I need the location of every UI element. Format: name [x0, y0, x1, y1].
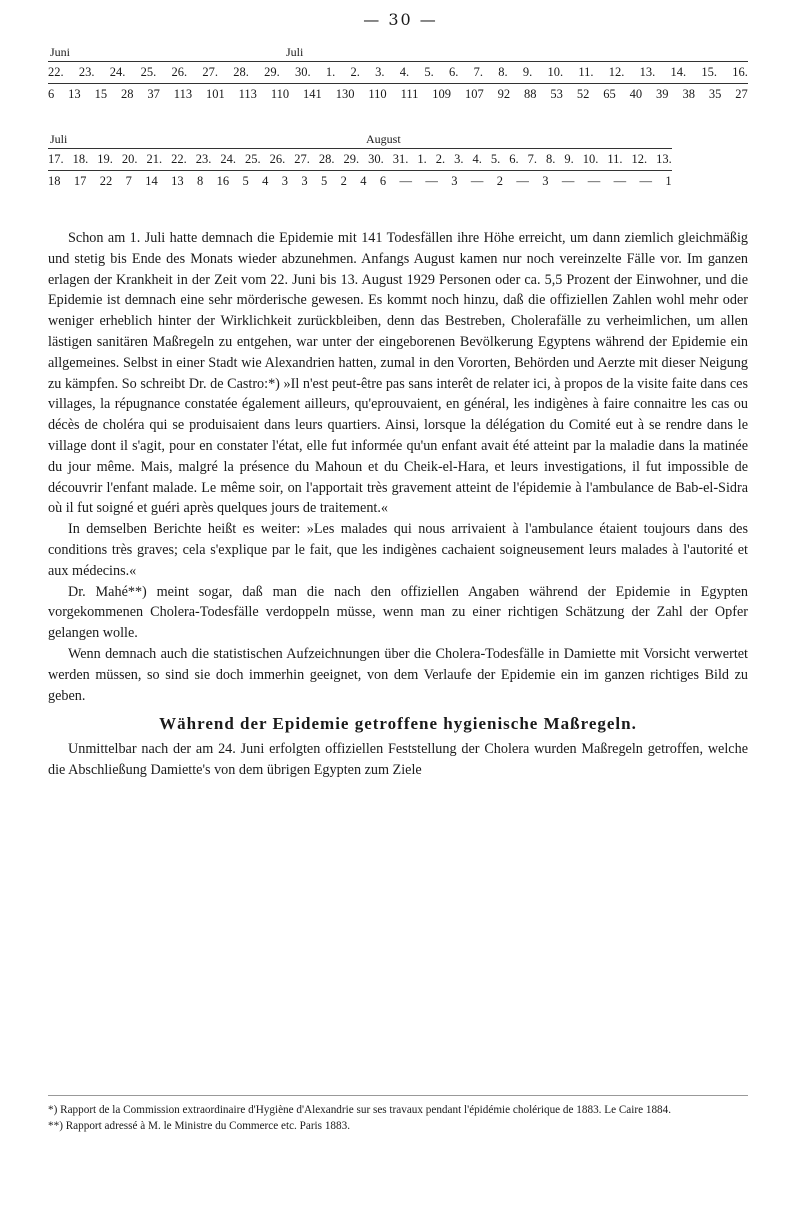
- day-cell: 20.: [121, 152, 138, 166]
- day-cell: 2.: [350, 65, 360, 79]
- day-cell: 26.: [269, 152, 286, 166]
- day-cell: 9.: [564, 152, 574, 166]
- footnote: **) Rapport adressé à M. le Ministre du Commerce etc. Paris 1883.: [48, 1120, 350, 1132]
- day-cell: 30.: [368, 152, 384, 166]
- day-cell: 24.: [109, 65, 126, 79]
- paragraph: Wenn demnach auch die statistischen Aufzeichnungen über die Cholera-Todesfälle in Damiette mit Vorsicht verwertet werden müssen, so sind sie doch immerhin geeignet, von dem Verlaufe der Epidemie ein im ganzen richtiges Bild zu geben.: [48, 645, 748, 704]
- mortality-table-july-august: [48, 132, 672, 192]
- day-cell: 14.: [670, 65, 687, 79]
- day-cell: 13.: [639, 65, 656, 79]
- deaths-cell: 2: [340, 174, 347, 188]
- deaths-cell: 6: [48, 87, 55, 101]
- day-cell: 7.: [473, 65, 483, 79]
- deaths-cell: 65: [603, 87, 616, 101]
- day-cell: 11.: [578, 65, 594, 79]
- day-cell: 22.: [171, 152, 187, 166]
- month-header-row: [48, 45, 748, 61]
- day-cell: 4.: [399, 65, 410, 79]
- deaths-row: [48, 171, 672, 192]
- day-cell: 17.: [48, 152, 64, 166]
- day-cell: 3.: [375, 65, 385, 79]
- deaths-cell: 8: [197, 174, 204, 188]
- day-cell: 5.: [424, 65, 434, 79]
- day-cell: 22.: [48, 65, 64, 79]
- deaths-cell: 110: [368, 87, 387, 101]
- deaths-cell: 52: [576, 87, 590, 101]
- deaths-cell: 7: [125, 174, 132, 188]
- deaths-row: [48, 84, 748, 105]
- deaths-cell: 1: [665, 174, 672, 188]
- deaths-cell: 53: [550, 87, 563, 101]
- day-cell: 30.: [295, 65, 311, 79]
- deaths-cell: 113: [173, 87, 193, 101]
- day-cell: 29.: [343, 152, 360, 166]
- deaths-cell: —: [613, 174, 627, 188]
- deaths-cell: 13: [68, 87, 81, 101]
- day-cell: 12.: [608, 65, 625, 79]
- deaths-cell: —: [425, 174, 438, 188]
- deaths-cell: 101: [205, 87, 225, 101]
- deaths-cell: 35: [708, 87, 722, 101]
- deaths-cell: 28: [120, 87, 134, 101]
- deaths-cell: 40: [629, 87, 643, 101]
- paragraph: In demselben Berichte heißt es weiter: »Les malades qui nous arrivaient à l'ambulance étaient toujours dans des conditions très graves; cela s'explique par le fait, que les indigènes cachaient soigneusement leurs malades à l'autorité et aux médecins.«: [48, 521, 748, 579]
- day-cell: 10.: [547, 65, 564, 79]
- deaths-cell: 6: [379, 174, 387, 188]
- paragraph: Dr. Mahé**) meint sogar, daß man die nach den offiziellen Angaben während der Epidemie in Egypten vorgekommenen Cholera-Todesfälle verdoppeln müsse, wenn man zu einer richtigen Schätzung der Zahl der Opfer gelangen wolle.: [48, 583, 748, 642]
- day-row: [48, 149, 672, 170]
- footnotes: [48, 1095, 748, 1134]
- month-label-july: Juli: [50, 132, 68, 146]
- month-label-august: August: [366, 132, 401, 146]
- deaths-cell: 109: [432, 87, 452, 101]
- day-cell: 12.: [631, 152, 648, 166]
- day-cell: 31.: [392, 152, 409, 166]
- day-cell: 16.: [732, 65, 748, 79]
- day-cell: 8.: [546, 152, 556, 166]
- day-cell: 21.: [146, 152, 163, 166]
- day-cell: 13.: [656, 152, 672, 166]
- day-cell: 23.: [195, 152, 212, 166]
- deaths-cell: 3: [542, 174, 549, 188]
- deaths-cell: 110: [270, 87, 290, 101]
- day-cell: 4.: [472, 152, 482, 166]
- day-cell: 18.: [72, 152, 89, 166]
- day-cell: 28.: [233, 65, 249, 79]
- day-cell: 27.: [294, 152, 310, 166]
- day-cell: 5.: [490, 152, 501, 166]
- day-cell: 15.: [701, 65, 718, 79]
- deaths-cell: 4: [360, 174, 367, 188]
- deaths-cell: 39: [656, 87, 669, 101]
- day-cell: 11.: [607, 152, 623, 166]
- deaths-cell: 18: [48, 174, 61, 188]
- day-cell: 28.: [318, 152, 335, 166]
- day-cell: 1.: [325, 65, 336, 79]
- deaths-cell: 92: [497, 87, 511, 101]
- mortality-table-june-july: [48, 45, 748, 105]
- day-cell: 7.: [527, 152, 537, 166]
- deaths-cell: 27: [735, 87, 748, 101]
- deaths-cell: —: [470, 174, 484, 188]
- deaths-cell: 2: [496, 174, 503, 188]
- body-text: [48, 228, 748, 781]
- deaths-cell: 5: [321, 174, 328, 188]
- deaths-cell: —: [561, 174, 575, 188]
- day-cell: 1.: [417, 152, 427, 166]
- deaths-cell: 130: [335, 87, 355, 101]
- deaths-cell: 5: [242, 174, 249, 188]
- deaths-cell: —: [587, 174, 601, 188]
- deaths-cell: 3: [451, 174, 458, 188]
- deaths-cell: 113: [238, 87, 257, 101]
- deaths-cell: 107: [464, 87, 484, 101]
- page-number: — 30 —: [363, 10, 438, 29]
- deaths-cell: 141: [303, 87, 322, 101]
- deaths-cell: 16: [216, 174, 230, 188]
- day-cell: 6.: [449, 65, 459, 79]
- day-cell: 23.: [78, 65, 95, 79]
- deaths-cell: 17: [73, 174, 87, 188]
- day-cell: 8.: [498, 65, 508, 79]
- day-cell: 27.: [202, 65, 218, 79]
- day-row: [48, 62, 748, 83]
- day-cell: 3.: [454, 152, 464, 166]
- deaths-cell: 37: [147, 87, 160, 101]
- paragraph: Schon am 1. Juli hatte demnach die Epidemie mit 141 Todesfällen ihre Höhe erreicht, um dann ziemlich gleichmäßig und stetig bis Ende des Monats wieder abzunehmen. Anfangs August kamen nur noch vereinzelte Fälle vor. Im ganzen erlagen der Krankheit in der Zeit vom 22. Juni bis 13. August 1929 Personen oder ca. 5,5 Prozent der Einwohner, und die Epidemie ist demnach eine sehr mörderische gewesen. Es kommt noch hinzu, daß die offiziellen Zahlen wohl mehr oder weniger erheblich hinter der Wirklichkeit zurückbleiben, denn das Bestreben, Cholerafälle zu verheimlichen, um allen lästigen sanitären Maßregeln zu entgehen, war unter der eingeborenen Bevölkerung Egyptens während der Epidemie ein allgemeines. Selbst in einer Stadt wie Alexandrien hatten, zumal in den Vororten, Behörden und Aerzte mit dieser Neigung zu kämpfen. So schreibt Dr. de Castro:*) »Il n'est peut-être pas sans interêt de relater ici, à propos de la visite faite dans ces villages, la répugnance constatée également ailleurs, qu'eprouvaient, en général, les indigènes à faire connaitre les cas ou décès de choléra qui se produisaient dans leurs quartiers. Ainsi, lorsque la délégation du Comité eut à se rendre dans le village dont il s'agit, pour en constater l'état, elle fut informée qu'un enfant avait été atteint par la maladie dans la matinée du jour même. Mais, malgré la présence du Mahoun et du Cheik-el-Hara, et leurs investigations, il fut impossible de découvrir l'enfant malade. Le même soir, on l'apportait très gravement atteint de l'épidemie à l'ambulance de Bab-el-Sidra où il fut soigné et guéri après quelques jours de traitement.«: [48, 230, 748, 517]
- month-label-july: Juli: [286, 45, 304, 59]
- deaths-cell: —: [516, 174, 529, 188]
- deaths-cell: 88: [524, 87, 537, 101]
- day-cell: 24.: [220, 152, 236, 166]
- day-cell: 6.: [509, 152, 519, 166]
- day-cell: 29.: [264, 65, 280, 79]
- deaths-cell: 14: [145, 174, 158, 188]
- footnote: *) Rapport de la Commission extraordinaire d'Hygiène d'Alexandrie sur ses travaux pendant l'épidémie cholérique de 1883. Le Caire 1884.: [48, 1104, 672, 1116]
- day-cell: 25.: [140, 65, 157, 79]
- month-header-row: [48, 132, 672, 148]
- day-cell: 19.: [97, 152, 113, 166]
- day-cell: 25.: [245, 152, 261, 166]
- month-label-june: Juni: [50, 45, 71, 59]
- deaths-cell: 4: [262, 174, 269, 188]
- deaths-cell: 38: [682, 87, 695, 101]
- deaths-cell: 111: [400, 87, 419, 101]
- deaths-cell: 13: [171, 174, 184, 188]
- section-heading: Während der Epidemie getroffene hygienische Maßregeln.: [159, 714, 637, 734]
- day-cell: 26.: [171, 65, 188, 79]
- deaths-cell: —: [639, 174, 652, 188]
- deaths-cell: —: [399, 174, 412, 188]
- deaths-cell: 22: [99, 174, 113, 188]
- deaths-cell: 3: [301, 174, 308, 188]
- paragraph: Unmittelbar nach der am 24. Juni erfolgten offiziellen Feststellung der Cholera wurden Maßregeln getroffen, welche die Abschließung Damiette's von dem übrigen Egypten zum Ziele: [48, 741, 748, 778]
- deaths-cell: 15: [94, 87, 108, 101]
- day-cell: 9.: [522, 65, 533, 79]
- day-cell: 10.: [582, 152, 599, 166]
- day-cell: 2.: [435, 152, 446, 166]
- deaths-cell: 3: [281, 174, 288, 188]
